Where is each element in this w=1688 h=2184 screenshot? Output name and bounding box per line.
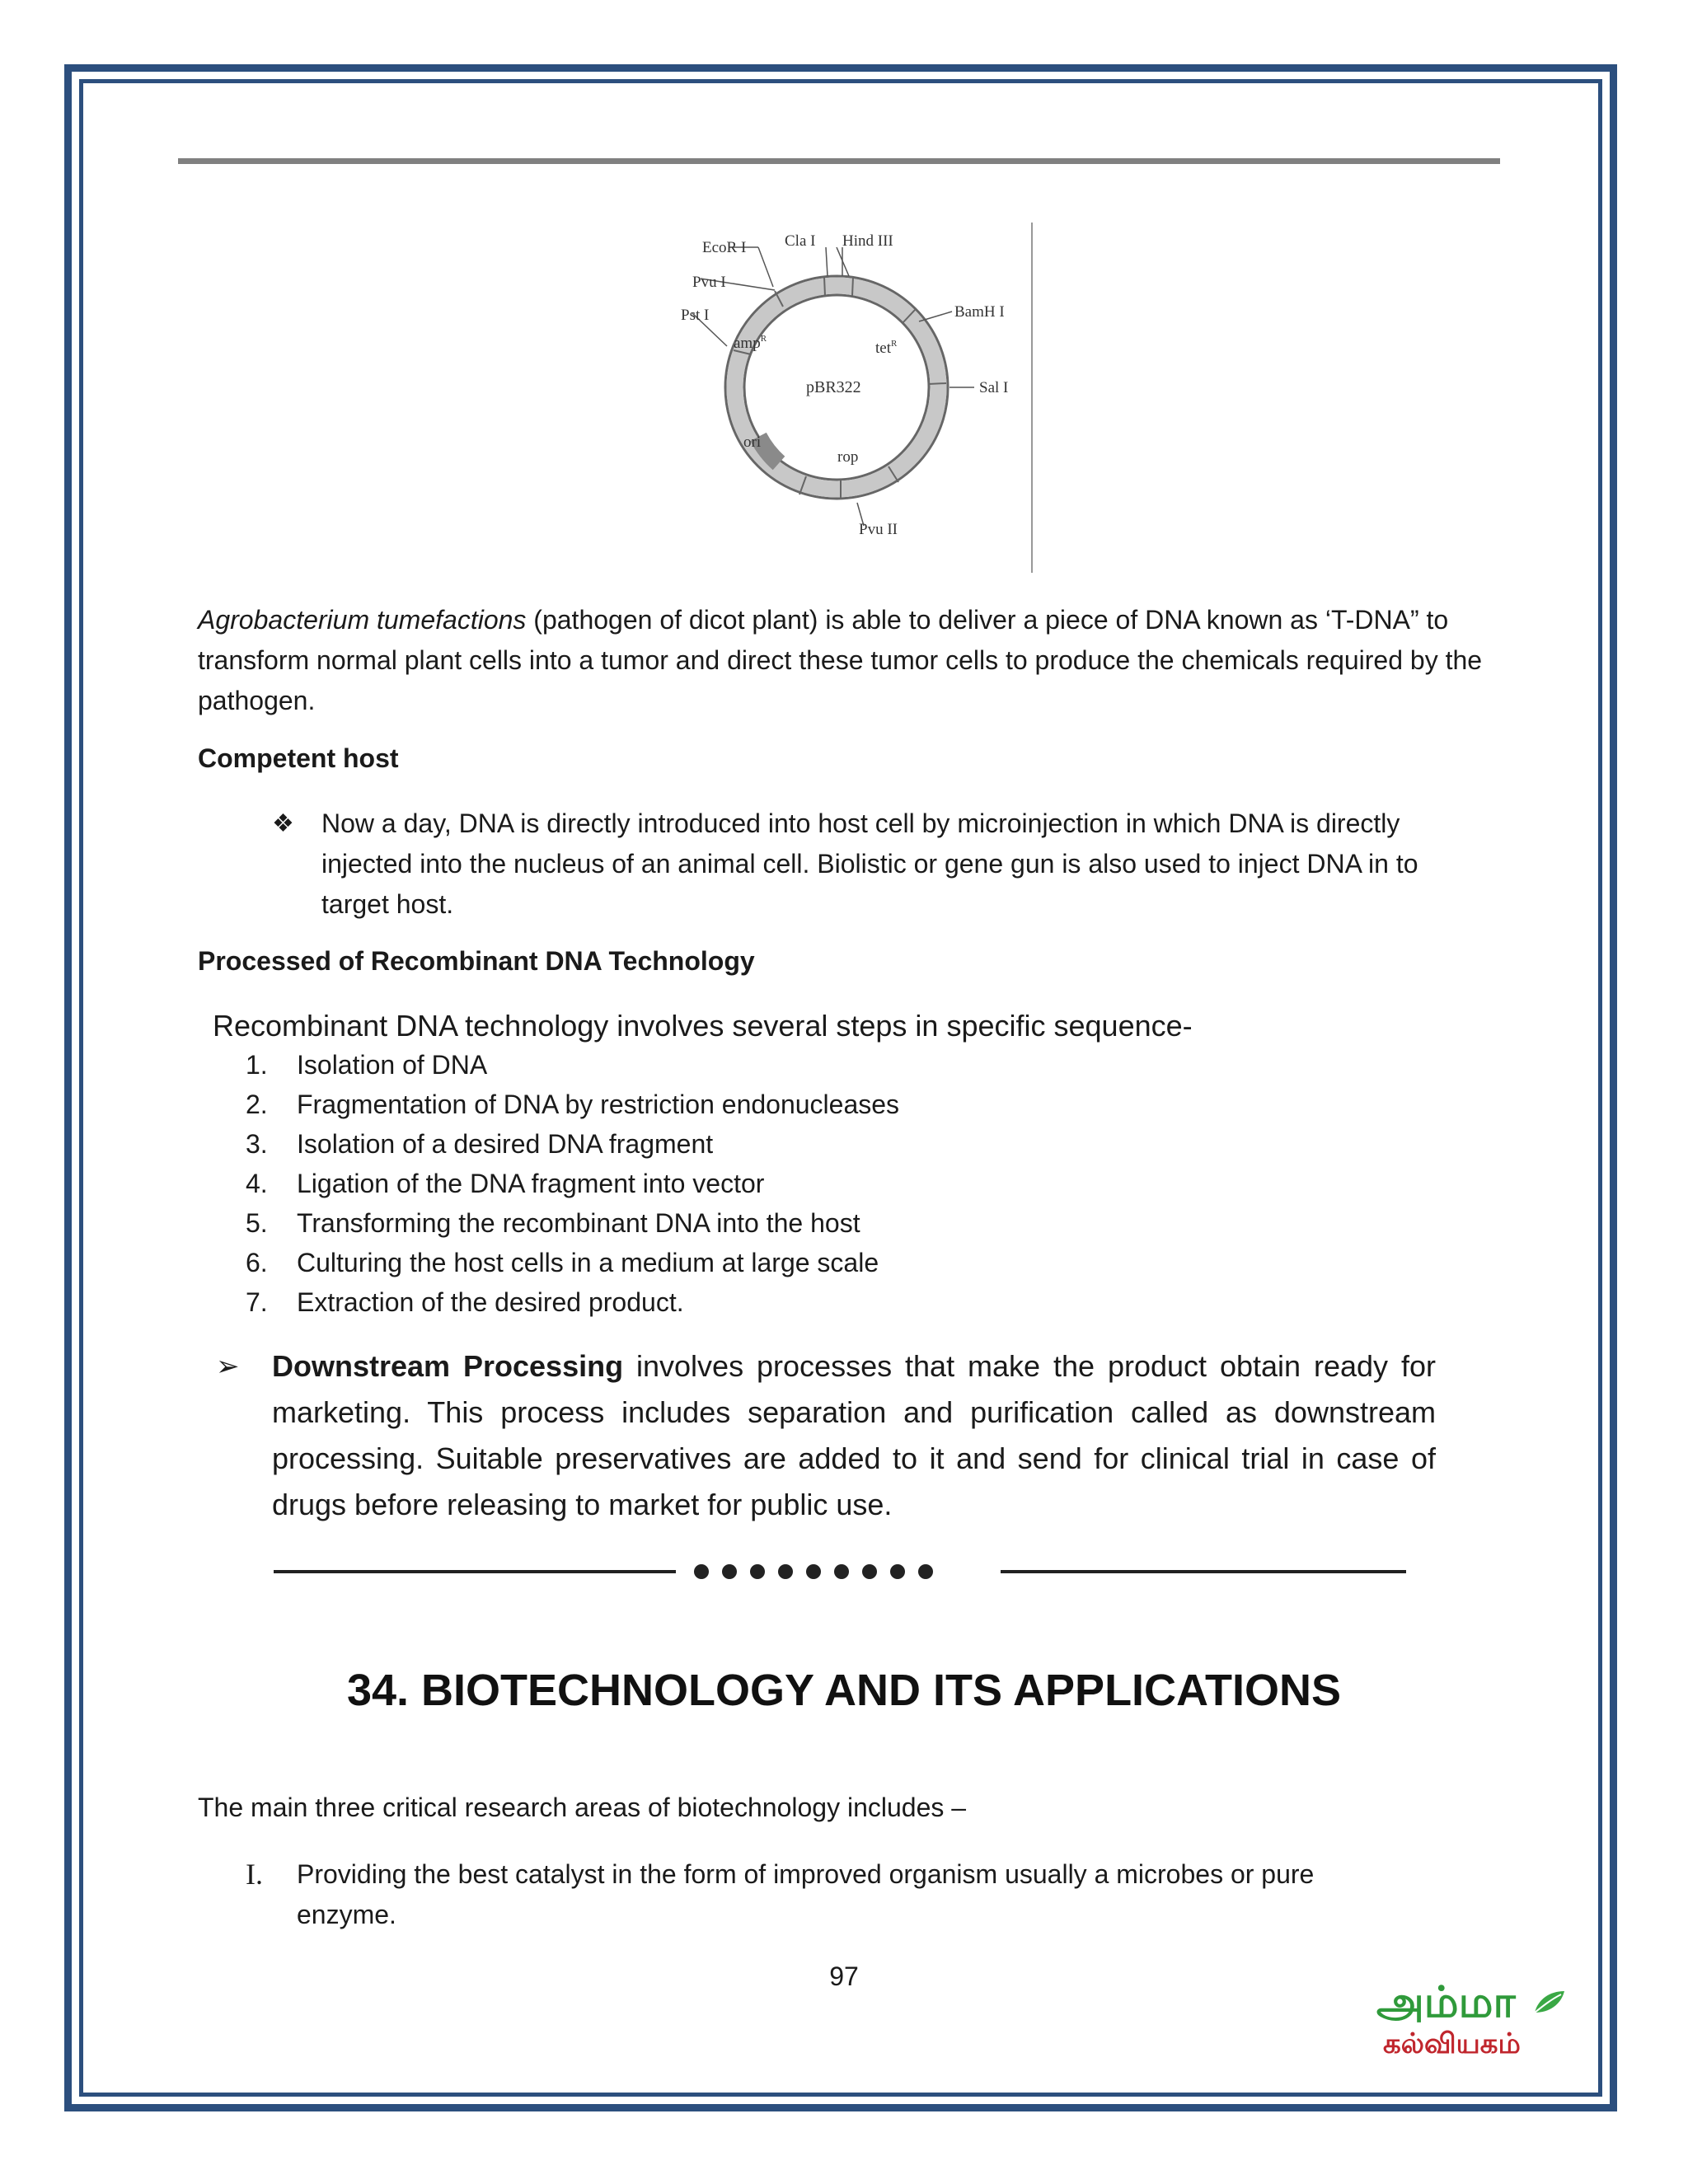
chapter-title: 34. BIOTECHNOLOGY AND ITS APPLICATIONS: [346, 1666, 1342, 1715]
steps-list: [246, 1045, 899, 1322]
site-label-hindiii: Hind III: [842, 232, 893, 250]
competent-host-text: Now a day, DNA is directly introduced into host cell by microinjection in which DNA is directly injected into the nucleus of an animal cell. Biolistic or gene gun is also used to inject DNA in to target host.: [321, 808, 1418, 919]
gene-label-amp: amp$^R$: [734, 334, 767, 352]
site-label-pvuii: Pvu II: [859, 521, 898, 538]
roman-item-text: Providing the best catalyst in the form of improved organism usually a microbes or pure enzyme.: [297, 1859, 1315, 1929]
competent-host-heading: Competent host: [198, 743, 399, 773]
arrow-bullet-icon: ➢: [216, 1351, 240, 1382]
site-label-ecori: EcoR I: [702, 239, 747, 256]
areas-intro: The main three critical research areas of biotechnology includes –: [198, 1793, 967, 1822]
site-label-bamhi: BamH I: [954, 303, 1005, 321]
logo-text-bottom: கல்வியகம்: [1383, 2027, 1521, 2060]
list-item: 6. Culturing the host cells in a medium at large scale: [246, 1248, 879, 1277]
page-number: 97: [829, 1961, 859, 1991]
list-item: 1. Isolation of DNA: [246, 1050, 488, 1080]
plasmid-name-label: pBR322: [806, 378, 861, 396]
downstream-term: Downstream Processing: [272, 1349, 624, 1383]
downstream-text: involves processes that make the product obtain ready for marketing. This process includes separation and purification called as downstream processing. Suitable preservatives are added to it and send for clinical trial in case of drugs before releasing to market for public use.: [272, 1349, 1436, 1521]
process-intro: Recombinant DNA technology involves several steps in specific sequence-: [213, 1009, 1193, 1043]
section-divider: [274, 1562, 1406, 1582]
list-item: 7. Extraction of the desired product.: [246, 1287, 684, 1317]
site-label-pvui: Pvu I: [692, 274, 726, 291]
gene-label-tet: tet$^R$: [875, 339, 898, 357]
downstream-paragraph: [216, 1343, 1436, 1528]
list-item: 5. Transforming the recombinant DNA into the host: [246, 1208, 860, 1238]
species-name: Agrobacterium tumefactions: [198, 605, 527, 635]
logo-text-top: அம்மா: [1376, 1978, 1516, 2027]
process-heading: Processed of Recombinant DNA Technology: [198, 946, 755, 976]
gene-label-ori: ori: [743, 434, 762, 451]
header-rule: [178, 158, 1500, 164]
agrobacterium-text: (pathogen of dicot plant) is able to deliver a piece of DNA known as ‘T-DNA” to transform normal plant cells into a tumor and direct these tumor cells to produce the chemicals required by the pathogen.: [198, 605, 1483, 715]
competent-host-bullet: [272, 804, 1475, 925]
site-label-sali: Sal I: [979, 379, 1009, 396]
list-item: [246, 1854, 1416, 1935]
gene-label-rop: rop: [837, 448, 859, 466]
divider-dots: [694, 1562, 933, 1579]
leaf-icon: [1531, 1988, 1568, 2018]
divider-line-left: [274, 1570, 676, 1573]
roman-numeral: I.: [246, 1858, 263, 1891]
divider-line-right: [1001, 1570, 1406, 1573]
list-item: 2. Fragmentation of DNA by restriction endonucleases: [246, 1090, 900, 1119]
diamond-bullet-icon: ❖: [272, 810, 294, 837]
plasmid-diagram: [651, 223, 1047, 577]
site-label-psti: Pst I: [681, 307, 710, 324]
agrobacterium-paragraph: [198, 600, 1484, 721]
list-item: 3. Isolation of a desired DNA fragment: [246, 1129, 714, 1159]
publisher-logo: [1376, 1978, 1574, 2069]
site-label-clai: Cla I: [785, 232, 816, 250]
list-item: 4. Ligation of the DNA fragment into vector: [246, 1169, 765, 1198]
